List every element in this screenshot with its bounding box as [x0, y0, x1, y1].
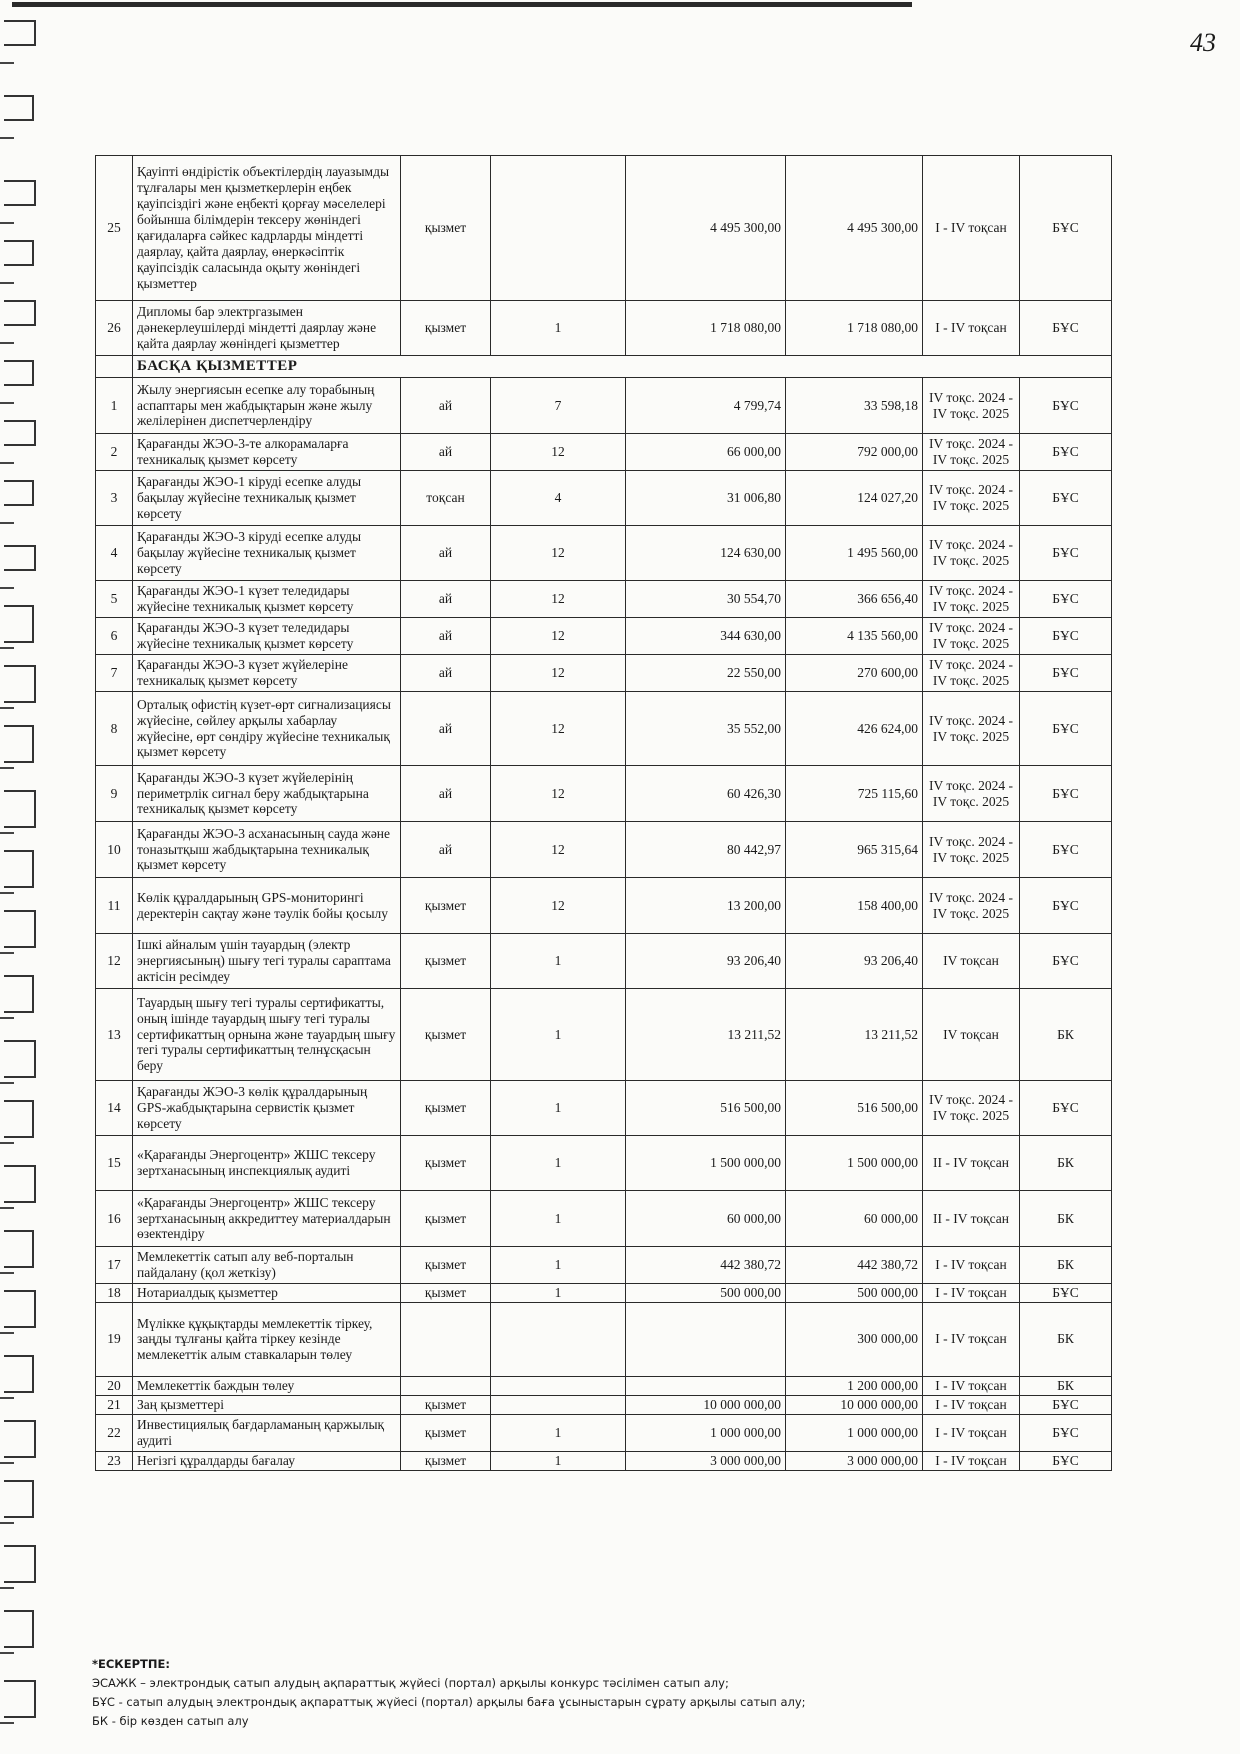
cell-period: I - IV тоқсан: [923, 1247, 1020, 1284]
notes-title: *ЕСКЕРТПЕ:: [92, 1657, 170, 1671]
cell-num: 19: [96, 1302, 133, 1376]
cell-num: 4: [96, 526, 133, 581]
cell-name: Нотариалдық қызметтер: [133, 1284, 401, 1303]
cell-qty: 7: [491, 378, 626, 434]
cell-price: 1 500 000,00: [626, 1136, 786, 1191]
cell-name: «Қарағанды Энергоцентр» ЖШС тексеру зертханасының инспекциялық аудиті: [133, 1136, 401, 1191]
binding-dash: [0, 832, 14, 834]
table-row: [96, 822, 1112, 878]
cell-name: Қарағанды ЖЭО-3 кіруді есепке алуды бақылау жүйесіне техникалық қызмет көрсету: [133, 526, 401, 581]
binding-dash: [0, 222, 14, 224]
cell-num: 11: [96, 878, 133, 934]
cell-price: 516 500,00: [626, 1081, 786, 1136]
table-row: [96, 1247, 1112, 1284]
binding-mark: [4, 95, 34, 121]
binding-dash: [0, 1082, 14, 1084]
cell-price: 31 006,80: [626, 471, 786, 526]
cell-unit: қызмет: [401, 1284, 491, 1303]
cell-qty: 1: [491, 1451, 626, 1470]
cell-unit: қызмет: [401, 1136, 491, 1191]
cell-name: Қарағанды ЖЭО-3 күзет жүйелеріне техникалық қызмет көрсету: [133, 655, 401, 692]
cell-method: БҰС: [1020, 655, 1112, 692]
cell-qty: 1: [491, 934, 626, 989]
cell-method: БҰС: [1020, 1081, 1112, 1136]
page-number: 43: [1190, 28, 1216, 57]
cell-sum: 4 495 300,00: [786, 156, 923, 301]
table-row: [96, 1081, 1112, 1136]
binding-dash: [0, 952, 14, 954]
cell-unit: тоқсан: [401, 471, 491, 526]
cell-sum: 792 000,00: [786, 434, 923, 471]
binding-mark: [4, 1290, 36, 1328]
cell-name: Орталық офистің күзет-өрт сигнализациясы жүйесіне, сөйлеу арқылы хабарлау жүйесіне, өрт сөндіру жүйесіне техникалық қызмет көрсету: [133, 692, 401, 766]
cell-name: Мүлікке құқықтарды мемлекеттік тіркеу, заңды тұлғаны қайта тіркеу кезінде мемлекеттік алым ставкаларын төлеу: [133, 1302, 401, 1376]
table-row: [96, 378, 1112, 434]
table-row: [96, 655, 1112, 692]
binding-dash: [0, 892, 14, 894]
cell-method: БҰС: [1020, 1414, 1112, 1451]
cell-method: БК: [1020, 1247, 1112, 1284]
cell-num: 2: [96, 434, 133, 471]
cell-method: БК: [1020, 1376, 1112, 1395]
cell-price: 22 550,00: [626, 655, 786, 692]
binding-mark: [4, 910, 36, 948]
cell-num: 8: [96, 692, 133, 766]
cell-price: 66 000,00: [626, 434, 786, 471]
table-row: [96, 1451, 1112, 1470]
cell-price: 442 380,72: [626, 1247, 786, 1284]
cell-unit: қызмет: [401, 934, 491, 989]
binding-mark: [4, 1480, 34, 1518]
table-row: [96, 1414, 1112, 1451]
table-row: [96, 434, 1112, 471]
cell-price: [626, 1302, 786, 1376]
section-num-cell: [96, 356, 133, 378]
cell-name: Негізгі құралдарды бағалау: [133, 1451, 401, 1470]
cell-qty: 1: [491, 1191, 626, 1247]
cell-num: 10: [96, 822, 133, 878]
cell-method: БҰС: [1020, 434, 1112, 471]
binding-dash: [0, 282, 14, 284]
table-row: [96, 301, 1112, 356]
cell-unit: қызмет: [401, 1247, 491, 1284]
cell-period: IV тоқс. 2024 - IV тоқс. 2025: [923, 1081, 1020, 1136]
notes: [92, 1655, 1092, 1731]
binding-mark: [4, 360, 34, 386]
section-row: [96, 356, 1112, 378]
cell-sum: 33 598,18: [786, 378, 923, 434]
cell-num: 12: [96, 934, 133, 989]
cell-name: Заң қызметтері: [133, 1395, 401, 1414]
binding-dash: [0, 522, 14, 524]
cell-unit: қызмет: [401, 1414, 491, 1451]
cell-unit: [401, 1376, 491, 1395]
cell-period: IV тоқсан: [923, 989, 1020, 1081]
cell-unit: ай: [401, 581, 491, 618]
binding-dash: [0, 1142, 14, 1144]
cell-sum: 516 500,00: [786, 1081, 923, 1136]
cell-price: 10 000 000,00: [626, 1395, 786, 1414]
binding-dash: [0, 1522, 14, 1524]
binding-mark: [4, 665, 36, 703]
cell-price: 1 718 080,00: [626, 301, 786, 356]
binding-dash: [0, 1652, 14, 1654]
cell-qty: [491, 156, 626, 301]
cell-period: II - IV тоқсан: [923, 1191, 1020, 1247]
cell-name: Қарағанды ЖЭО-3 күзет теледидары жүйесіне техникалық қызмет көрсету: [133, 618, 401, 655]
cell-unit: [401, 1302, 491, 1376]
cell-price: 93 206,40: [626, 934, 786, 989]
cell-period: I - IV тоқсан: [923, 1376, 1020, 1395]
cell-price: 30 554,70: [626, 581, 786, 618]
cell-name: Көлік құралдарының GPS-мониторингі деректерін сақтау және тәулік бойы қосылу: [133, 878, 401, 934]
cell-num: 16: [96, 1191, 133, 1247]
cell-num: 18: [96, 1284, 133, 1303]
cell-period: I - IV тоқсан: [923, 301, 1020, 356]
binding-mark: [4, 420, 36, 446]
table-row: [96, 1284, 1112, 1303]
binding-mark: [4, 1040, 36, 1078]
cell-unit: қызмет: [401, 301, 491, 356]
binding-dash: [0, 1017, 14, 1019]
cell-sum: 158 400,00: [786, 878, 923, 934]
table-row: [96, 934, 1112, 989]
cell-method: БҰС: [1020, 1284, 1112, 1303]
cell-price: 344 630,00: [626, 618, 786, 655]
cell-period: IV тоқс. 2024 - IV тоқс. 2025: [923, 378, 1020, 434]
table-row: [96, 581, 1112, 618]
binding-dash: [0, 1397, 14, 1399]
binding-mark: [4, 1610, 34, 1648]
cell-qty: 12: [491, 878, 626, 934]
cell-name: Қарағанды ЖЭО-3 көлік құралдарының GPS-жабдықтарына сервистік қызмет көрсету: [133, 1081, 401, 1136]
binding-mark: [4, 240, 34, 266]
cell-qty: [491, 1376, 626, 1395]
table-row: [96, 618, 1112, 655]
cell-num: 7: [96, 655, 133, 692]
cell-price: 4 799,74: [626, 378, 786, 434]
cell-name: Дипломы бар электргазымен дәнекерлеушілерді міндетті даярлау және қайта даярлау жөніндегі қызметтер: [133, 301, 401, 356]
binding-mark: [4, 480, 34, 506]
cell-period: I - IV тоқсан: [923, 156, 1020, 301]
cell-qty: 12: [491, 766, 626, 822]
cell-price: 13 200,00: [626, 878, 786, 934]
cell-period: II - IV тоқсан: [923, 1136, 1020, 1191]
cell-qty: 12: [491, 434, 626, 471]
binding-mark: [4, 605, 34, 643]
binding-mark: [4, 1680, 36, 1718]
cell-method: БҰС: [1020, 618, 1112, 655]
table-row: [96, 1376, 1112, 1395]
cell-num: 13: [96, 989, 133, 1081]
cell-period: I - IV тоқсан: [923, 1395, 1020, 1414]
cell-num: 9: [96, 766, 133, 822]
binding-dash: [0, 1272, 14, 1274]
cell-sum: 300 000,00: [786, 1302, 923, 1376]
cell-qty: [491, 1395, 626, 1414]
top-rule: [12, 2, 912, 7]
cell-period: IV тоқс. 2024 - IV тоқс. 2025: [923, 878, 1020, 934]
binding-dash: [0, 1207, 14, 1209]
table-row: [96, 878, 1112, 934]
cell-price: [626, 1376, 786, 1395]
cell-price: 60 000,00: [626, 1191, 786, 1247]
cell-method: БҰС: [1020, 378, 1112, 434]
cell-unit: қызмет: [401, 989, 491, 1081]
cell-num: 26: [96, 301, 133, 356]
binding-mark: [4, 1420, 36, 1458]
cell-period: IV тоқсан: [923, 934, 1020, 989]
cell-period: IV тоқс. 2024 - IV тоқс. 2025: [923, 434, 1020, 471]
binding-dash: [0, 1332, 14, 1334]
cell-method: БҰС: [1020, 934, 1112, 989]
cell-period: IV тоқс. 2024 - IV тоқс. 2025: [923, 692, 1020, 766]
cell-num: 21: [96, 1395, 133, 1414]
cell-sum: 1 000 000,00: [786, 1414, 923, 1451]
cell-period: IV тоқс. 2024 - IV тоқс. 2025: [923, 822, 1020, 878]
binding-mark: [4, 1100, 34, 1138]
cell-name: Қарағанды ЖЭО-3-те алкорамаларға техникалық қызмет көрсету: [133, 434, 401, 471]
cell-price: 500 000,00: [626, 1284, 786, 1303]
cell-unit: қызмет: [401, 156, 491, 301]
cell-sum: 500 000,00: [786, 1284, 923, 1303]
binding-mark: [4, 1545, 36, 1583]
cell-qty: 12: [491, 581, 626, 618]
cell-qty: 1: [491, 1284, 626, 1303]
cell-price: 60 426,30: [626, 766, 786, 822]
binding-mark: [4, 850, 34, 888]
binding-mark: [4, 1165, 36, 1203]
cell-method: БҰС: [1020, 156, 1112, 301]
cell-method: БҰС: [1020, 766, 1112, 822]
section-title: БАСҚА ҚЫЗМЕТТЕР: [133, 356, 1112, 378]
binding-mark: [4, 180, 36, 206]
cell-num: 23: [96, 1451, 133, 1470]
cell-period: I - IV тоқсан: [923, 1284, 1020, 1303]
cell-qty: 1: [491, 1247, 626, 1284]
cell-sum: 13 211,52: [786, 989, 923, 1081]
cell-price: 4 495 300,00: [626, 156, 786, 301]
cell-method: БҰС: [1020, 581, 1112, 618]
table-body: [96, 156, 1112, 1471]
cell-name: Мемлекеттік баждын төлеу: [133, 1376, 401, 1395]
cell-price: 3 000 000,00: [626, 1451, 786, 1470]
table-row: [96, 1395, 1112, 1414]
cell-name: Инвестициялық бағдарламаның қаржылық аудиті: [133, 1414, 401, 1451]
cell-sum: 93 206,40: [786, 934, 923, 989]
binding-mark: [4, 20, 36, 46]
cell-qty: 1: [491, 1136, 626, 1191]
cell-method: БҰС: [1020, 692, 1112, 766]
cell-num: 3: [96, 471, 133, 526]
cell-name: Қауіпті өндірістік объектілердің лауазымды тұлғалары мен қызметкерлерін еңбек қауіпсіздігі және еңбекті қорғау мәселелері бойынша білімдерін тексеру жөніндегі қағидаларға сәйкес кадрларды міндетті даярлау, қайта даярлау, өнеркәсіптік қауіпсіздік саласында оқыту жөніндегі қызметтер: [133, 156, 401, 301]
binding-mark: [4, 545, 36, 571]
cell-unit: ай: [401, 655, 491, 692]
binding-mark: [4, 300, 36, 326]
binding-dash: [0, 342, 14, 344]
cell-sum: 3 000 000,00: [786, 1451, 923, 1470]
cell-method: БҰС: [1020, 1451, 1112, 1470]
cell-unit: ай: [401, 378, 491, 434]
binding-mark: [4, 975, 34, 1013]
cell-qty: 1: [491, 301, 626, 356]
cell-num: 15: [96, 1136, 133, 1191]
binding-mark: [4, 1230, 34, 1268]
cell-period: IV тоқс. 2024 - IV тоқс. 2025: [923, 655, 1020, 692]
cell-period: IV тоқс. 2024 - IV тоқс. 2025: [923, 618, 1020, 655]
table-row: [96, 766, 1112, 822]
cell-unit: қызмет: [401, 1451, 491, 1470]
cell-sum: 366 656,40: [786, 581, 923, 618]
table-row: [96, 526, 1112, 581]
cell-sum: 1 200 000,00: [786, 1376, 923, 1395]
cell-method: БК: [1020, 1136, 1112, 1191]
binding-mark: [4, 725, 34, 763]
cell-name: «Қарағанды Энергоцентр» ЖШС тексеру зертханасының аккредиттеу материалдарын өзектендіру: [133, 1191, 401, 1247]
cell-num: 1: [96, 378, 133, 434]
binding-dash: [0, 707, 14, 709]
cell-method: БҰС: [1020, 471, 1112, 526]
cell-period: IV тоқс. 2024 - IV тоқс. 2025: [923, 581, 1020, 618]
cell-price: 13 211,52: [626, 989, 786, 1081]
cell-method: БҰС: [1020, 878, 1112, 934]
cell-num: 14: [96, 1081, 133, 1136]
cell-sum: 442 380,72: [786, 1247, 923, 1284]
cell-sum: 60 000,00: [786, 1191, 923, 1247]
cell-sum: 725 115,60: [786, 766, 923, 822]
binding-mark: [4, 790, 36, 828]
note-line: ЭСАЖК – электрондық сатып алудың ақпараттық жүйесі (портал) арқылы конкурс тәсілімен сатып алу;: [92, 1676, 729, 1690]
cell-sum: 4 135 560,00: [786, 618, 923, 655]
cell-num: 25: [96, 156, 133, 301]
cell-qty: 1: [491, 989, 626, 1081]
binding-dash: [0, 647, 14, 649]
cell-unit: ай: [401, 766, 491, 822]
cell-period: I - IV тоқсан: [923, 1451, 1020, 1470]
cell-qty: 12: [491, 526, 626, 581]
cell-sum: 270 600,00: [786, 655, 923, 692]
cell-name: Қарағанды ЖЭО-1 кіруді есепке алуды бақылау жүйесіне техникалық қызмет көрсету: [133, 471, 401, 526]
table-row: [96, 1136, 1112, 1191]
cell-qty: 1: [491, 1081, 626, 1136]
cell-unit: ай: [401, 692, 491, 766]
cell-qty: 12: [491, 655, 626, 692]
cell-unit: қызмет: [401, 1395, 491, 1414]
cell-sum: 10 000 000,00: [786, 1395, 923, 1414]
table-row: [96, 1302, 1112, 1376]
table-row: [96, 989, 1112, 1081]
cell-num: 17: [96, 1247, 133, 1284]
table-row: [96, 1191, 1112, 1247]
cell-price: 80 442,97: [626, 822, 786, 878]
cell-price: 124 630,00: [626, 526, 786, 581]
note-line: БҰС - сатып алудың электрондық ақпараттық жүйесі (портал) арқылы баға ұсыныстарын сұрату арқылы сатып алу;: [92, 1695, 806, 1709]
cell-method: БҰС: [1020, 1395, 1112, 1414]
binding-dash: [0, 462, 14, 464]
binding-marks: [0, 0, 44, 1754]
cell-period: IV тоқс. 2024 - IV тоқс. 2025: [923, 766, 1020, 822]
cell-name: Қарағанды ЖЭО-3 күзет жүйелерінің периметрлік сигнал беру жабдықтарына техникалық қызмет көрсету: [133, 766, 401, 822]
cell-name: Тауардың шығу тегі туралы сертификатты, оның ішінде тауардың шығу тегі туралы сертификаттың орнына және тауардың шығу тегі туралы сертификаттың телнұсқасын беру: [133, 989, 401, 1081]
table-row: [96, 156, 1112, 301]
binding-dash: [0, 1462, 14, 1464]
cell-sum: 426 624,00: [786, 692, 923, 766]
note-line: БК - бір көзден сатып алу: [92, 1714, 249, 1728]
cell-method: БК: [1020, 1302, 1112, 1376]
cell-method: БҰС: [1020, 301, 1112, 356]
cell-name: Жылу энергиясын есепке алу торабының аспаптары мен жабдықтарын және жылу желілерінен диспетчерлендіру: [133, 378, 401, 434]
cell-qty: 12: [491, 618, 626, 655]
cell-unit: ай: [401, 526, 491, 581]
cell-method: БҰС: [1020, 822, 1112, 878]
cell-unit: қызмет: [401, 1081, 491, 1136]
binding-dash: [0, 587, 14, 589]
cell-unit: ай: [401, 434, 491, 471]
binding-dash: [0, 767, 14, 769]
cell-method: БК: [1020, 1191, 1112, 1247]
cell-unit: қызмет: [401, 1191, 491, 1247]
cell-sum: 965 315,64: [786, 822, 923, 878]
cell-period: I - IV тоқсан: [923, 1414, 1020, 1451]
cell-sum: 1 500 000,00: [786, 1136, 923, 1191]
binding-dash: [0, 62, 14, 64]
cell-unit: ай: [401, 822, 491, 878]
cell-name: Ішкі айналым үшін тауардың (электр энергиясының) шығу тегі туралы сараптама актісін ресімдеу: [133, 934, 401, 989]
cell-num: 22: [96, 1414, 133, 1451]
cell-method: БҰС: [1020, 526, 1112, 581]
cell-period: I - IV тоқсан: [923, 1302, 1020, 1376]
binding-dash: [0, 402, 14, 404]
procurement-table: [95, 155, 1112, 1471]
cell-qty: [491, 1302, 626, 1376]
cell-period: IV тоқс. 2024 - IV тоқс. 2025: [923, 526, 1020, 581]
cell-sum: 1 718 080,00: [786, 301, 923, 356]
cell-qty: 12: [491, 692, 626, 766]
cell-num: 5: [96, 581, 133, 618]
binding-dash: [0, 137, 14, 139]
cell-unit: қызмет: [401, 878, 491, 934]
cell-method: БК: [1020, 989, 1112, 1081]
cell-price: 35 552,00: [626, 692, 786, 766]
cell-num: 20: [96, 1376, 133, 1395]
cell-qty: 12: [491, 822, 626, 878]
cell-period: IV тоқс. 2024 - IV тоқс. 2025: [923, 471, 1020, 526]
cell-name: Қарағанды ЖЭО-3 асханасының сауда және тоназытқыш жабдықтарына техникалық қызмет көрсету: [133, 822, 401, 878]
table-row: [96, 471, 1112, 526]
cell-unit: ай: [401, 618, 491, 655]
cell-sum: 124 027,20: [786, 471, 923, 526]
binding-mark: [4, 1355, 34, 1393]
cell-num: 6: [96, 618, 133, 655]
cell-qty: 1: [491, 1414, 626, 1451]
cell-price: 1 000 000,00: [626, 1414, 786, 1451]
binding-dash: [0, 1587, 14, 1589]
cell-name: Қарағанды ЖЭО-1 күзет теледидары жүйесіне техникалық қызмет көрсету: [133, 581, 401, 618]
cell-qty: 4: [491, 471, 626, 526]
table-row: [96, 692, 1112, 766]
cell-name: Мемлекеттік сатып алу веб-порталын пайдалану (қол жеткізу): [133, 1247, 401, 1284]
cell-sum: 1 495 560,00: [786, 526, 923, 581]
binding-dash: [0, 1722, 14, 1724]
